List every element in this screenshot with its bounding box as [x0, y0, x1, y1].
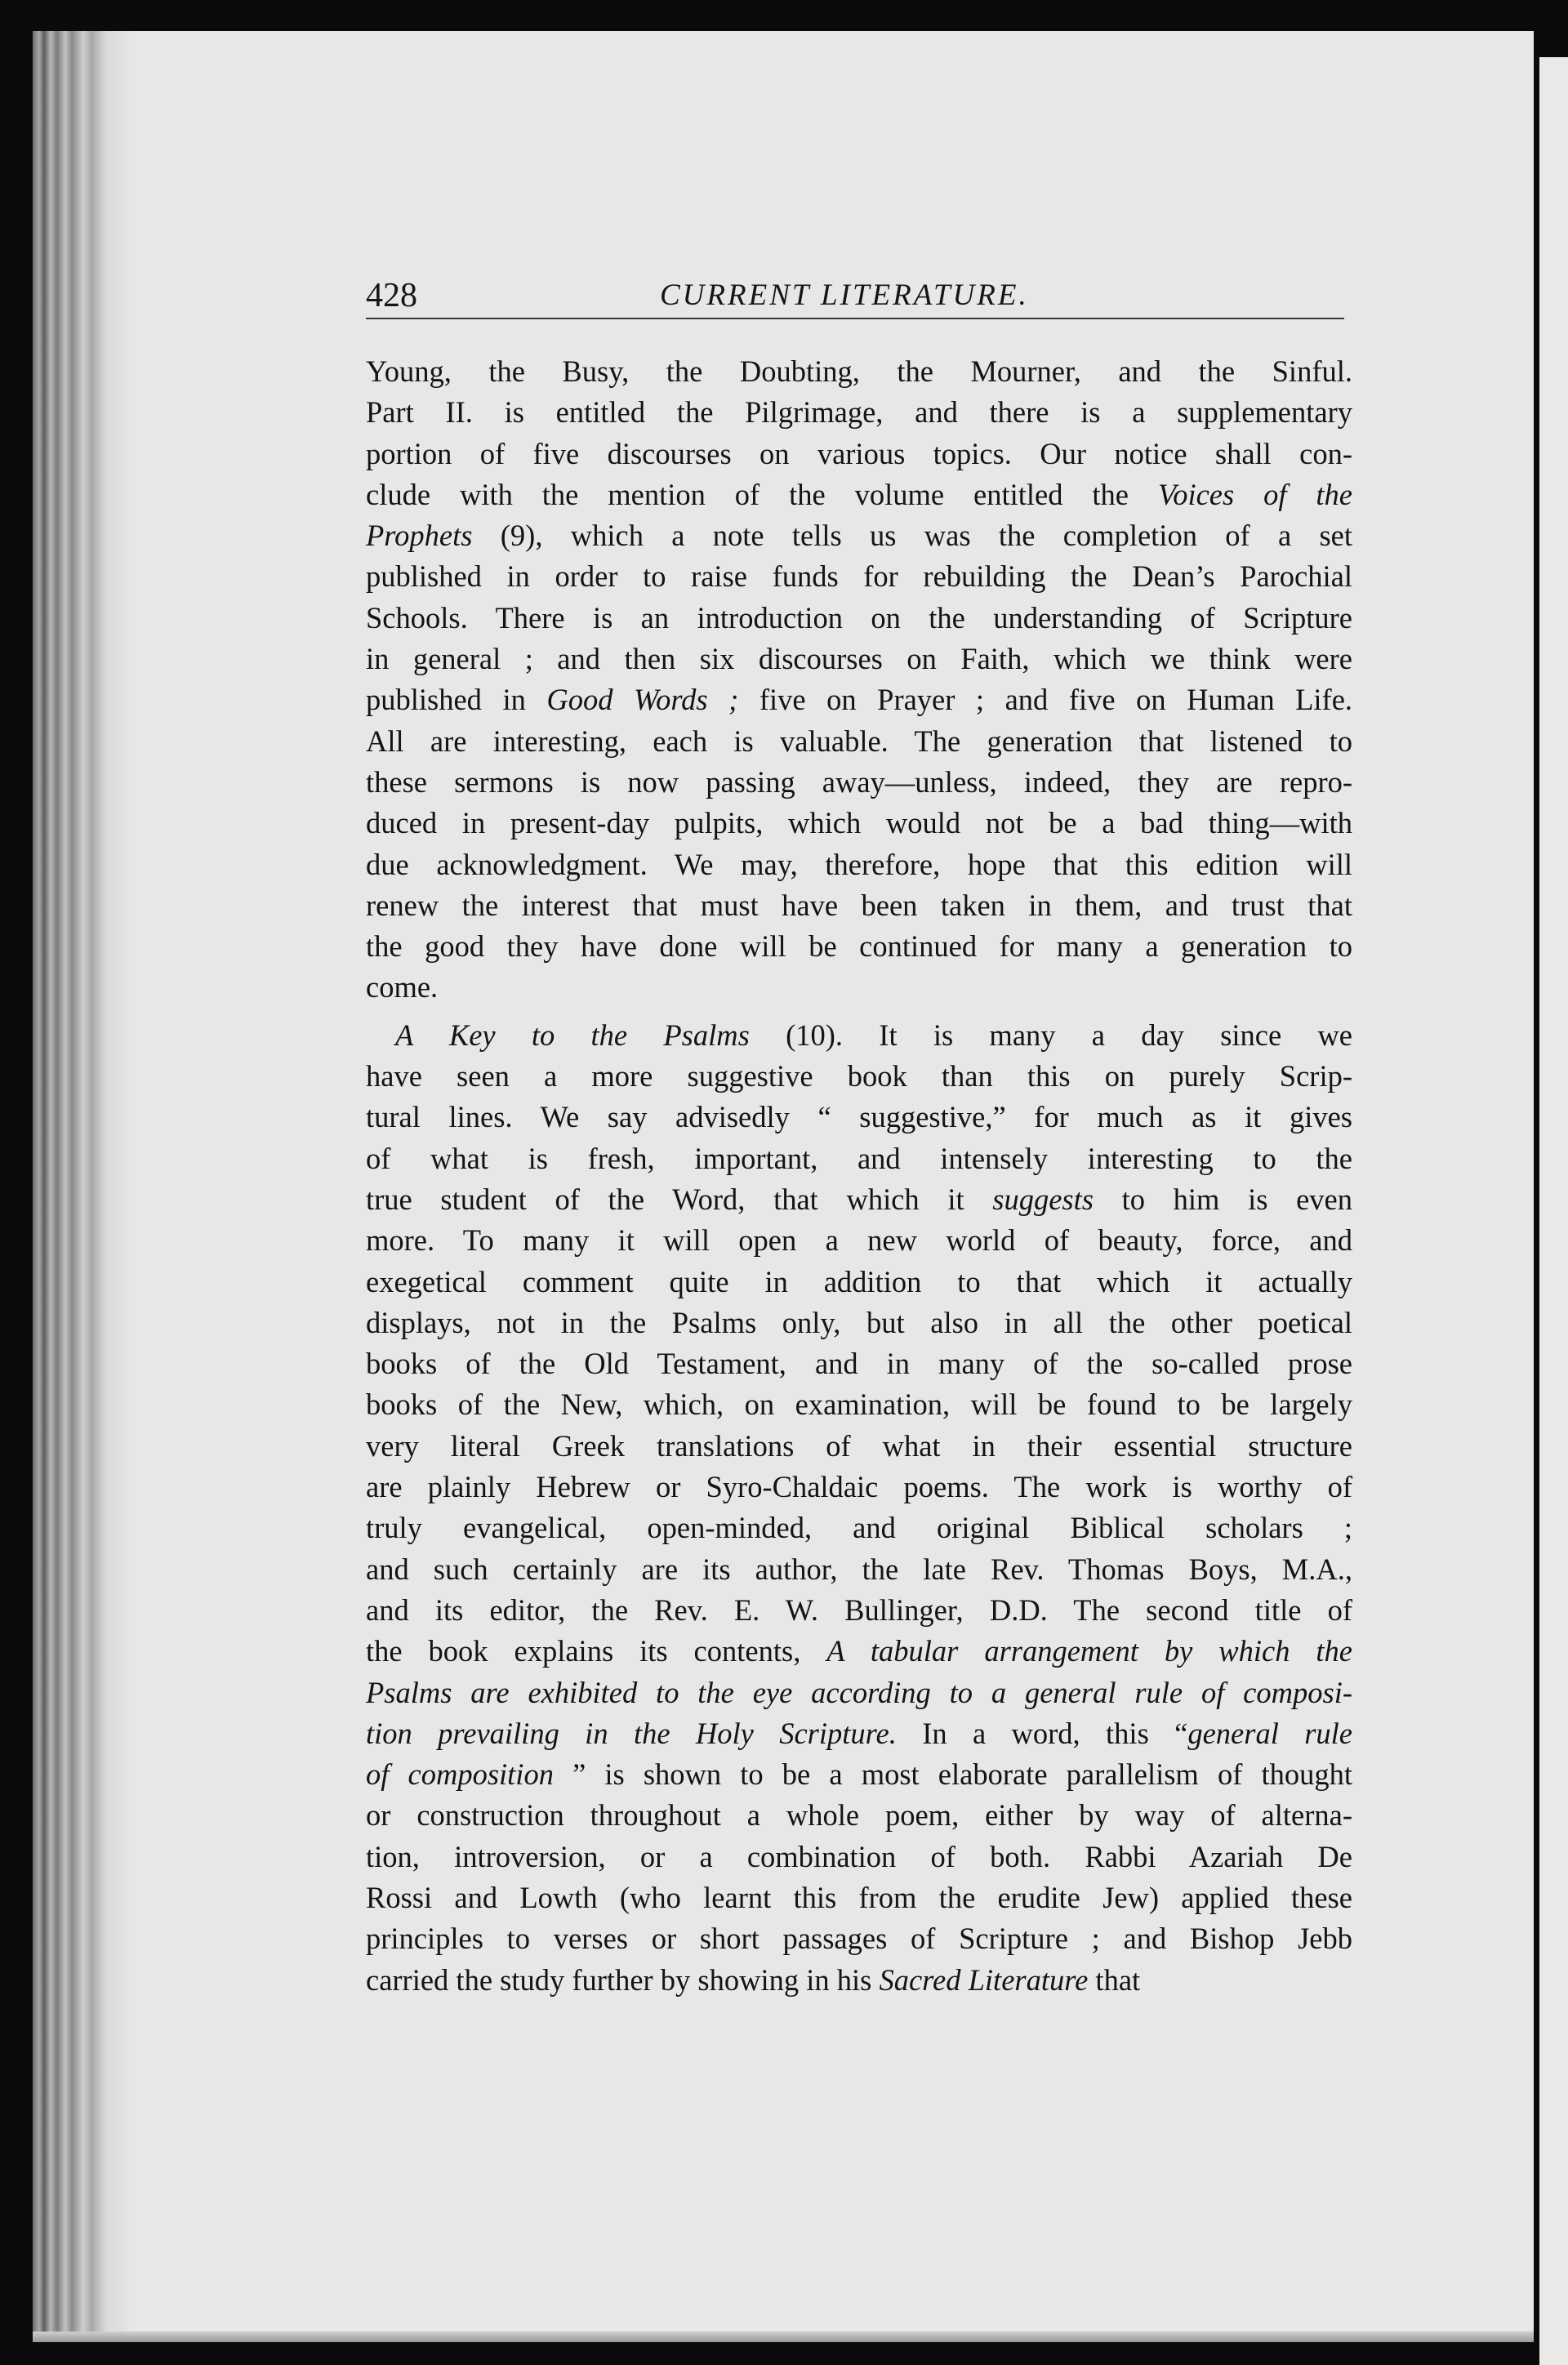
text-line [366, 1138, 1352, 1179]
text-line [366, 598, 1352, 639]
text-run: the good they have done will be continued for many a generation to [366, 929, 1352, 964]
text-line [366, 1467, 1352, 1508]
text-line [366, 1056, 1352, 1097]
italic-run: of composition [366, 1757, 554, 1792]
page-number: 428 [366, 277, 417, 314]
text-run: or construction throughout a whole poem, either by way of alterna- [366, 1798, 1352, 1833]
text-line [366, 1590, 1352, 1631]
text-run: portion of five discourses on various topics. Our notice shall con- [366, 436, 1352, 470]
header-rule [366, 318, 1344, 319]
text-line [366, 1877, 1352, 1918]
text-run: (10). It is many a day since we [749, 1018, 1352, 1052]
text-run: published in [366, 683, 547, 717]
text-run: renew the interest that must have been taken in them, and trust that [366, 888, 1352, 922]
text-line [366, 967, 1352, 1008]
italic-run: tion prevailing in the Holy Scripture. [366, 1716, 897, 1750]
text-run: five on Prayer ; and five on Human Life. [738, 683, 1353, 717]
italic-run: Voices of the [1157, 477, 1352, 511]
text-line [366, 1426, 1352, 1467]
text-line [366, 434, 1352, 474]
text-line [366, 844, 1352, 885]
text-line [366, 1631, 1352, 1672]
italic-run: Good Words ; [546, 683, 739, 717]
text-run: the book explains its contents, [366, 1634, 827, 1668]
text-line [366, 556, 1352, 597]
text-run: published in order to raise funds for rebuilding the Dean’s Parochial [366, 559, 1352, 594]
text-line [366, 1549, 1352, 1590]
text-run: in general ; and then six discourses on Faith, which we think were [366, 642, 1352, 676]
text-run: duced in present-day pulpits, which would not be a bad thing—with [366, 806, 1352, 840]
text-line [366, 1754, 1352, 1795]
italic-run: A Key to the Psalms [395, 1018, 750, 1052]
text-run: books of the New, which, on examination, will be found to be largely [366, 1387, 1352, 1422]
text-run: tural lines. We say advisedly “ suggestive,” for much as it gives [366, 1100, 1352, 1134]
text-line [366, 721, 1352, 762]
book-gutter-edge [33, 31, 131, 2342]
italic-run: Psalms are exhibited to the eye according to a general rule of composi- [366, 1675, 1352, 1709]
text-run: of what is fresh, important, and intensely interesting to the [366, 1141, 1352, 1175]
italic-run: Prophets [366, 519, 473, 553]
text-run: Part II. is entitled the Pilgrimage, and there is a supplementary [366, 395, 1352, 430]
running-head: CURRENT LITERATURE. [660, 278, 1029, 312]
text-line [366, 1015, 1352, 1056]
text-line [366, 1343, 1352, 1384]
text-run: to him is even [1093, 1182, 1352, 1216]
text-run: truly evangelical, open-minded, and original Biblical scholars ; [366, 1511, 1352, 1545]
body-text [366, 351, 1352, 2001]
text-run: clude with the mention of the volume entitled the [366, 477, 1158, 511]
text-run: Rossi and Lowth (who learnt this from the erudite Jew) applied these [366, 1880, 1352, 1914]
text-line [366, 515, 1352, 556]
text-line [366, 762, 1352, 803]
text-run: ” is shown to be a most elaborate parallelism of thought [553, 1757, 1352, 1792]
text-line [366, 351, 1352, 392]
text-run: true student of the Word, that which it [366, 1182, 993, 1216]
italic-run: suggests [992, 1182, 1094, 1216]
text-line [366, 679, 1352, 720]
text-line [366, 1960, 1352, 2001]
italic-run: A tabular arrangement by which the [826, 1634, 1352, 1668]
page-bottom-shadow [33, 2332, 1534, 2342]
italic-run: general rule [1187, 1716, 1353, 1750]
text-run: that [1088, 1962, 1141, 1997]
paragraph [366, 1015, 1352, 2001]
text-run: due acknowledgment. We may, therefore, hope that this edition will [366, 847, 1352, 881]
text-line [366, 1220, 1352, 1261]
text-run: Schools. There is an introduction on the understanding of Scripture [366, 600, 1352, 635]
text-line [366, 1795, 1352, 1836]
text-run: are plainly Hebrew or Syro-Chaldaic poems. The work is worthy of [366, 1470, 1352, 1504]
text-run: very literal Greek translations of what in their essential structure [366, 1428, 1352, 1463]
text-run: these sermons is now passing away—unless, indeed, they are repro- [366, 764, 1352, 799]
text-run: (9), which a note tells us was the completion of a set [472, 519, 1352, 553]
text-line [366, 392, 1352, 433]
text-line [366, 926, 1352, 967]
italic-run: Sacred Literature [879, 1962, 1089, 1997]
text-line [366, 639, 1352, 679]
text-line [366, 1384, 1352, 1425]
text-line [366, 1918, 1352, 1959]
text-run: displays, not in the Psalms only, but also in all the other poetical [366, 1305, 1352, 1339]
text-run: and its editor, the Rev. E. W. Bullinger, D.D. The second title of [366, 1592, 1352, 1627]
text-run: have seen a more suggestive book than this on purely Scrip- [366, 1059, 1352, 1093]
text-run: books of the Old Testament, and in many of the so-called prose [366, 1347, 1352, 1381]
text-run: principles to verses or short passages of Scripture ; and Bishop Jebb [366, 1922, 1352, 1956]
text-line [366, 1713, 1352, 1754]
text-run: Young, the Busy, the Doubting, the Mourner, and the Sinful. [366, 354, 1352, 388]
text-run: and such certainly are its author, the late Rev. Thomas Boys, M.A., [366, 1552, 1352, 1586]
text-line [366, 1097, 1352, 1138]
text-line [366, 1837, 1352, 1877]
text-line [366, 1179, 1352, 1220]
paragraph [366, 351, 1352, 1009]
text-run: exegetical comment quite in addition to that which it actually [366, 1264, 1352, 1298]
facing-page-strip [1539, 57, 1568, 2365]
text-line [366, 1303, 1352, 1343]
text-run: In a word, this “ [896, 1716, 1188, 1750]
page-header [366, 276, 1344, 333]
text-line [366, 885, 1352, 926]
text-run: tion, introversion, or a combination of both. Rabbi Azariah De [366, 1839, 1352, 1873]
text-line [366, 1672, 1352, 1713]
text-line [366, 1508, 1352, 1548]
text-line [366, 803, 1352, 844]
text-run: All are interesting, each is valuable. The generation that listened to [366, 724, 1352, 758]
text-line [366, 474, 1352, 515]
paragraph-gap [366, 1009, 1352, 1015]
text-run: more. To many it will open a new world of beauty, force, and [366, 1223, 1352, 1258]
text-line [366, 1262, 1352, 1303]
text-run: carried the study further by showing in his [366, 1962, 880, 1997]
text-run: come. [366, 970, 439, 1004]
